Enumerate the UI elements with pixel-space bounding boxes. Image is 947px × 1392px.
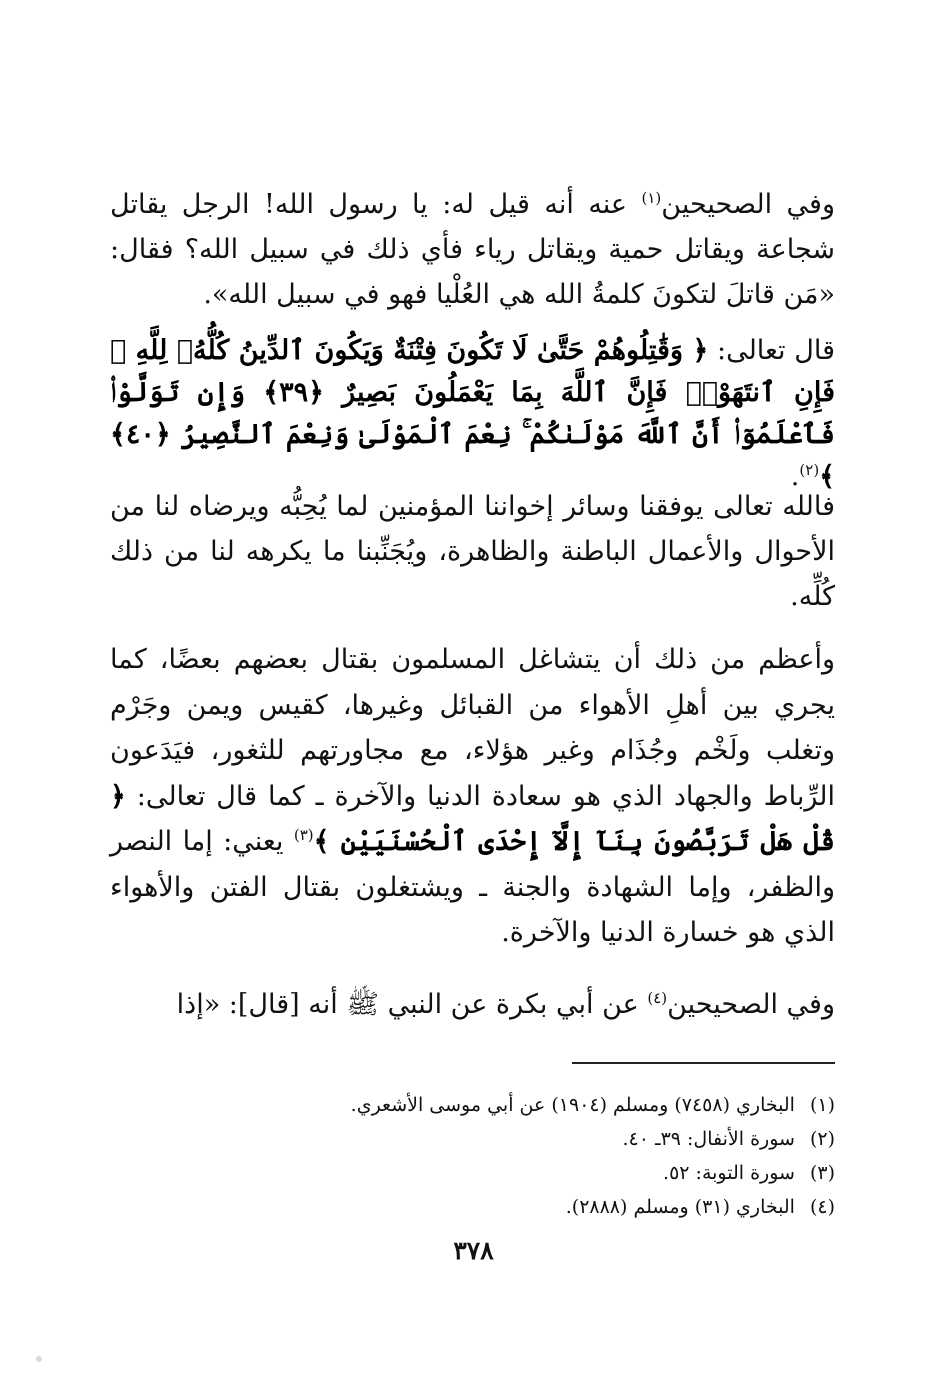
footnote-text: البخاري (٧٤٥٨) ومسلم (١٩٠٤) عن أبي موسى الأشعري. bbox=[350, 1094, 795, 1116]
footnote-number: (١) bbox=[809, 1094, 835, 1116]
paragraph-1-text-a: وفي الصحيحين bbox=[661, 189, 835, 220]
footnote-4 bbox=[110, 1190, 835, 1224]
footnote-2 bbox=[110, 1122, 835, 1156]
paragraph-4 bbox=[110, 637, 835, 956]
page-number: ٣٧٨ bbox=[453, 1236, 494, 1265]
footnote-3 bbox=[110, 1156, 835, 1190]
quran-verse-anfal: وَقَٰتِلُوهُمْ حَتَّىٰ لَا تَكُونَ فِتْنَةٌ وَيَكُونَ ٱلدِّينُ كُلُّهُۥ لِلَّهِ ۚ فَإِنِ ٱنتَهَوْا۟ فَإِنَّ ٱللَّهَ بِمَا يَعْمَلُونَ بَصِيرٌ ﴿٣٩﴾ وَإِن تَوَلَّوْا۟ فَٱعْلَمُوٓا۟ أَنَّ ٱللَّهَ مَوْلَىٰكُمْ ۚ نِعْمَ ٱلْمَوْلَىٰ وَنِعْمَ ٱلنَّصِيرُ ﴿٤٠﴾ bbox=[110, 335, 835, 450]
footnote-separator bbox=[572, 1062, 835, 1064]
quran-close-bracket: ﴾ bbox=[313, 826, 330, 857]
quran-open-bracket: ﴿ bbox=[692, 335, 709, 366]
footnote-ref-3: (٣) bbox=[293, 826, 314, 844]
footnote-number: (٤) bbox=[809, 1196, 835, 1218]
paragraph-2-text-b: . bbox=[790, 461, 800, 492]
footnotes bbox=[110, 1088, 835, 1224]
paragraph-3 bbox=[110, 484, 835, 619]
footnote-text: سورة الأنفال: ٣٩ـ ٤٠. bbox=[622, 1128, 795, 1150]
paragraph-1-text-b: عنه أنه قيل له: يا رسول الله! الرجل يقاتل شجاعة ويقاتل حمية ويقاتل رياء فأي ذلك في سبيل الله؟ فقال: «مَن قاتلَ لتكونَ كلمةُ الله هي العُلْيا فهو في سبيل الله». bbox=[110, 189, 835, 310]
paragraph-5 bbox=[110, 982, 835, 1027]
footnote-1 bbox=[110, 1088, 835, 1122]
paragraph-4-text-b: يعني: إما النصر والظفر، وإما الشهادة والجنة ـ ويشتغلون بقتال الفتن والأهواء الذي هو خسارة الدنيا والآخرة. bbox=[110, 826, 835, 948]
footnote-number: (٢) bbox=[809, 1128, 835, 1150]
paragraph-5-text-a: وفي الصحيحين bbox=[667, 989, 835, 1020]
paragraph-1 bbox=[110, 182, 835, 317]
quran-close-bracket: ﴾ bbox=[819, 461, 835, 492]
footnote-ref-1: (١) bbox=[641, 189, 662, 207]
paragraph-2-text-a: قال تعالى: bbox=[708, 335, 835, 366]
paragraph-5-text-b: عن أبي بكرة عن النبي ﷺ أنه [قال]: «إذا bbox=[176, 989, 648, 1020]
quran-open-bracket: ﴿ bbox=[110, 780, 126, 812]
footnote-ref-4: (٤) bbox=[647, 989, 668, 1007]
footnote-text: سورة التوبة: ٥٢. bbox=[663, 1162, 795, 1184]
scan-speck bbox=[36, 1356, 42, 1362]
paragraph-3-text: فالله تعالى يوفقنا وسائر إخواننا المؤمنين لما يُحِبُّه ويرضاه لنا من الأحوال والأعمال الباطنة والظاهرة، ويُجَنِّبنا ما يكرهه لنا من ذلك كُلِّه. bbox=[110, 491, 835, 612]
paragraph-2 bbox=[110, 330, 835, 498]
paragraph-4-text-a: وأعظم من ذلك أن يتشاغل المسلمون بقتال بعضهم بعضًا، كما يجري بين أهلِ الأهواء من القبائل وغيرها، كقيس ويمن وجَرْم وتغلب ولَخْم وجُذَام وغير هؤلاء، مع مجاورتهم للثغور، فيَدَعون الرِّباط والجهاد الذي هو سعادة الدنيا والآخرة ـ كما قال تعالى: bbox=[110, 644, 835, 812]
footnote-ref-2: (٢) bbox=[799, 461, 820, 479]
quran-verse-tawbah: قُلْ هَلْ تَرَبَّصُونَ بِنَآ إِلَّآ إِحْدَى ٱلْحُسْنَيَيْنِ bbox=[329, 826, 835, 857]
footnote-number: (٣) bbox=[809, 1162, 835, 1184]
footnote-text: البخاري (٣١) ومسلم (٢٨٨٨). bbox=[565, 1196, 795, 1218]
